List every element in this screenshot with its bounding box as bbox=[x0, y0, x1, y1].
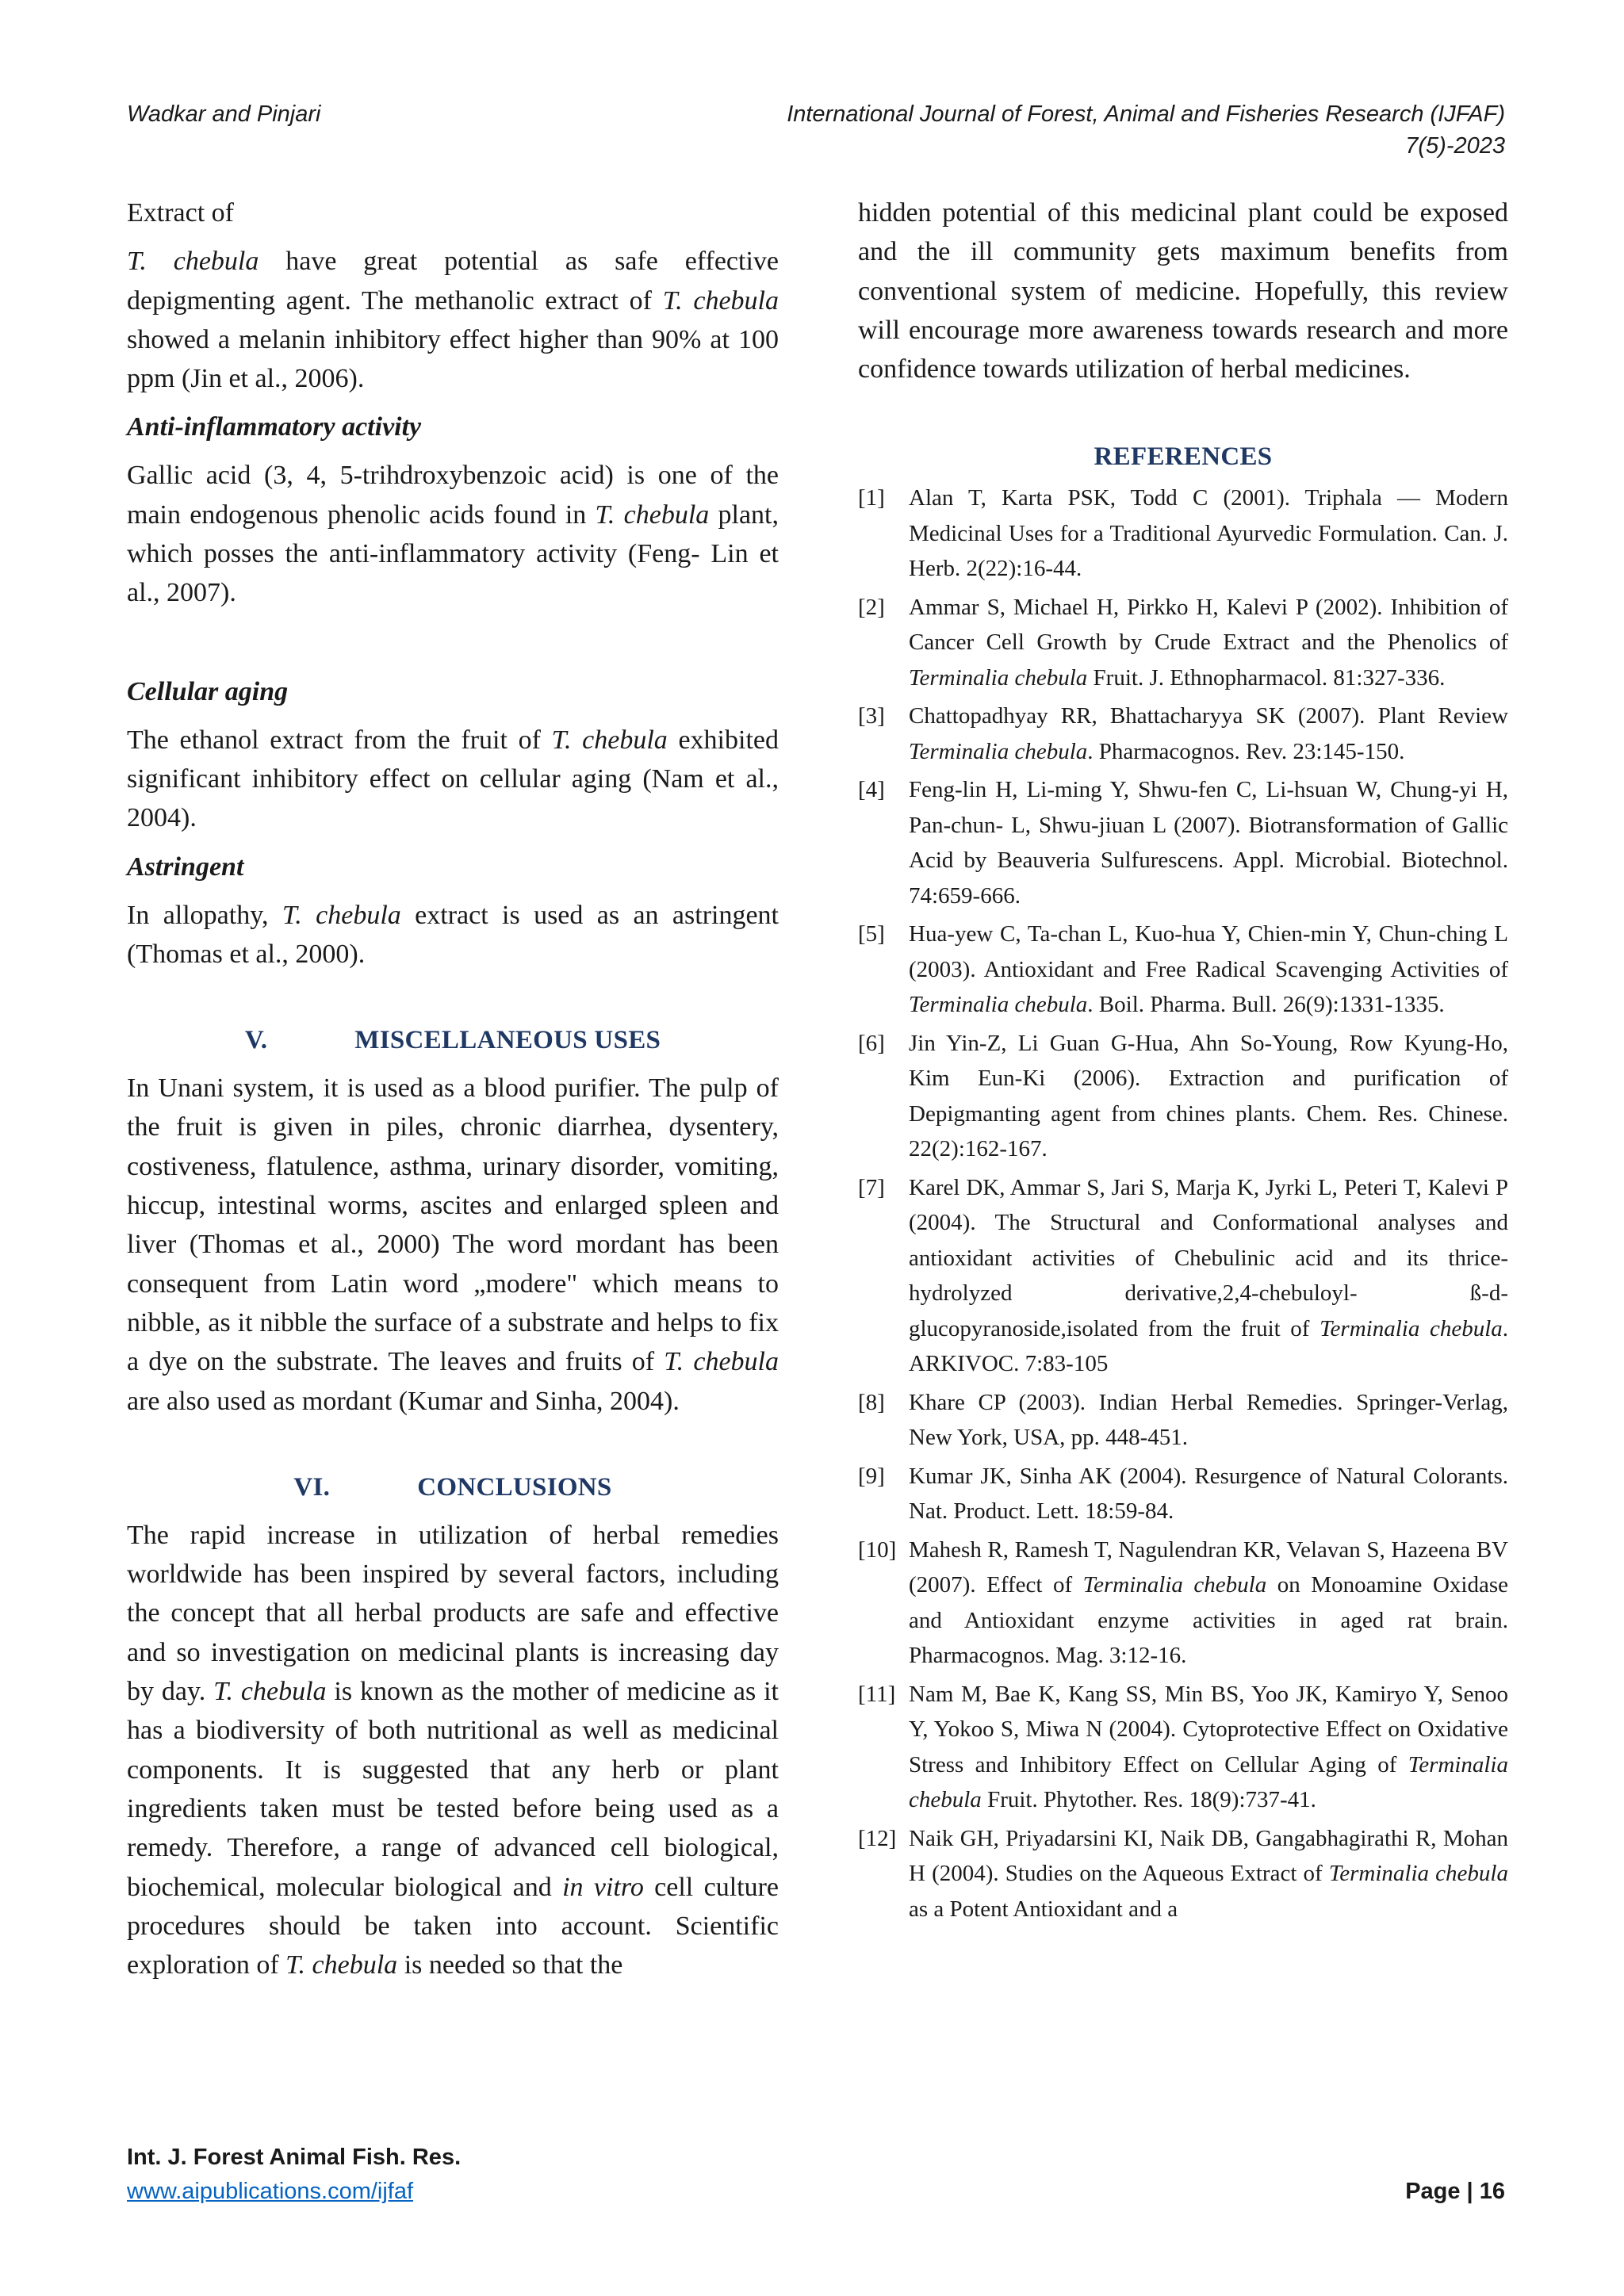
species-name: T. chebula bbox=[285, 1950, 398, 1980]
paragraph-astringent bbox=[127, 896, 779, 974]
reference-number: [7] bbox=[858, 1174, 885, 1200]
reference-item bbox=[858, 772, 1508, 913]
paragraph-extract-lead: Extract of bbox=[127, 198, 234, 228]
section-heading-conclusions bbox=[127, 1468, 779, 1506]
species-name: Terminalia chebula bbox=[909, 992, 1088, 1018]
text-run: The ethanol extract from the fruit of bbox=[127, 725, 552, 755]
text-run: exhibited significant inhibitory effect on cellular aging (Nam et al., 2004). bbox=[127, 725, 779, 833]
text-run: plant, which posses the anti-inflammatory activity (Feng- Lin et al., 2007). bbox=[127, 499, 779, 608]
text-run: Nam M, Bae K, Kang SS, Min BS, Yoo JK, Kamiryo Y, Senoo Y, Yokoo S, Miwa N (2004). Cytoprotective Effect on Oxidative Stress and Inhibitory Effect on Cellular Aging of bbox=[909, 1681, 1508, 1777]
reference-item bbox=[858, 480, 1508, 587]
species-name: Terminalia chebula bbox=[909, 738, 1088, 764]
text-run: In allopathy, bbox=[127, 900, 282, 930]
page-number: Page | 16 bbox=[1405, 2179, 1505, 2204]
text-run: . Pharmacognos. Rev. 23:145-150. bbox=[1087, 738, 1405, 764]
left-column bbox=[127, 193, 779, 1984]
text-run: Naik GH, Priyadarsini KI, Naik DB, Gangabhagirathi R, Mohan H (2004). Studies on the Aqueous Extract of bbox=[909, 1825, 1508, 1887]
reference-item bbox=[858, 1026, 1508, 1167]
paragraph-depigmenting bbox=[127, 242, 779, 398]
reference-number: [8] bbox=[858, 1389, 885, 1415]
text-run: Kumar JK, Sinha AK (2004). Resurgence of Natural Colorants. Nat. Product. Lett. 18:59-84. bbox=[909, 1463, 1508, 1525]
text-run: . ARKIVOC. 7:83-105 bbox=[909, 1315, 1508, 1377]
reference-number: [2] bbox=[858, 594, 885, 620]
text-run: cell culture procedures should be taken into account. Scientific exploration of bbox=[127, 1872, 779, 1980]
species-name: Terminalia chebula bbox=[909, 1751, 1508, 1813]
section-number: V. bbox=[244, 1026, 268, 1055]
text-run: Feng-lin H, Li-ming Y, Shwu-fen C, Li-hsuan W, Chung-yi H, Pan-chun- L, Shwu-jiuan L (2007). Biotransformation of Gallic Acid by Beauveria Sulfurescens. Appl. Microbial. Biotechnol. 74:659-666. bbox=[909, 777, 1508, 909]
text-run: Fruit. Phytother. Res. 18(9):737-41. bbox=[981, 1787, 1316, 1813]
text-run: Karel DK, Ammar S, Jari S, Marja K, Jyrki L, Peteri T, Kalevi P (2004). The Structural and Conformational analyses and antioxidant activities of Chebulinic acid and its thrice-hydrolyzed derivative,2,4-chebuloyl- ß-d-glucopyranoside,isolated from the fruit of bbox=[909, 1174, 1508, 1341]
text-run: is known as the mother of medicine as it has a biodiversity of both nutritional as well as medicinal components. It is suggested that any herb or plant ingredients taken must be tested before being used as a remedy. Therefore, a range of advanced cell biological, biochemical, molecular biological and bbox=[127, 1677, 779, 1902]
section-title: CONCLUSIONS bbox=[417, 1472, 612, 1502]
right-column bbox=[858, 193, 1508, 1930]
subheading-anti-inflammatory: Anti-inflammatory activity bbox=[127, 412, 422, 442]
text-run: Chattopadhyay RR, Bhattacharyya SK (2007). Plant Review bbox=[909, 703, 1508, 729]
species-name: T. chebula bbox=[664, 1347, 779, 1377]
reference-number: [9] bbox=[858, 1463, 885, 1489]
reference-number: [10] bbox=[858, 1536, 897, 1563]
text-run: . Boil. Pharma. Bull. 26(9):1331-1335. bbox=[1087, 992, 1445, 1018]
footer-journal-link[interactable]: www.aipublications.com/ijfaf bbox=[127, 2179, 414, 2204]
reference-item bbox=[858, 590, 1508, 696]
paragraph-conclusions-continued: hidden potential of this medicinal plant could be exposed and the ill community gets maximum benefits from conventional system of medicine. Hopefully, this review will encourage more awareness towards research and more confidence towards utilization of herbal medicines. bbox=[858, 198, 1508, 385]
species-name: T. chebula bbox=[551, 725, 668, 755]
species-name: Terminalia chebula bbox=[1328, 1861, 1508, 1887]
species-name: T. chebula bbox=[127, 247, 259, 277]
reference-number: [6] bbox=[858, 1030, 885, 1056]
text-run: have great potential as safe effective depigmenting agent. The methanolic extract of bbox=[127, 247, 779, 316]
references-heading: REFERENCES bbox=[1094, 442, 1273, 472]
reference-number: [5] bbox=[858, 921, 885, 947]
reference-item bbox=[858, 916, 1508, 1023]
text-run: as a Potent Antioxidant and a bbox=[909, 1896, 1178, 1922]
reference-item bbox=[858, 1459, 1508, 1529]
text-run: Khare CP (2003). Indian Herbal Remedies. Springer-Verlag, New York, USA, pp. 448-451. bbox=[909, 1389, 1508, 1451]
footer-journal-abbrev: Int. J. Forest Animal Fish. Res. bbox=[127, 2145, 462, 2170]
species-name: Terminalia chebula bbox=[1320, 1315, 1503, 1341]
running-header-journal bbox=[553, 98, 1505, 162]
reference-number: [3] bbox=[858, 703, 885, 729]
text-run: Hua-yew C, Ta-chan L, Kuo-hua Y, Chien-min Y, Chun-ching L (2003). Antioxidant and Free Radical Scavenging Activities of bbox=[909, 921, 1508, 982]
text-run: are also used as mordant (Kumar and Sinha, 2004). bbox=[127, 1386, 680, 1416]
section-number: VI. bbox=[293, 1472, 331, 1502]
reference-item bbox=[858, 698, 1508, 769]
journal-volume-line: 7(5)-2023 bbox=[1405, 133, 1505, 159]
text-run: extract is used as an astringent (Thomas et al., 2000). bbox=[127, 900, 779, 969]
subheading-cellular-aging: Cellular aging bbox=[127, 676, 289, 706]
species-name: T. chebula bbox=[662, 285, 779, 316]
paragraph-anti-inflammatory bbox=[127, 456, 779, 612]
latin-term: in vitro bbox=[562, 1872, 644, 1902]
paragraph-miscellaneous bbox=[127, 1069, 779, 1421]
journal-title-line: International Journal of Forest, Animal and Fisheries Research (IJFAF) bbox=[787, 101, 1505, 127]
text-run: Ammar S, Michael H, Pirkko H, Kalevi P (2002). Inhibition of Cancer Cell Growth by Crude Extract and the Phenolics of bbox=[909, 594, 1508, 656]
reference-item bbox=[858, 1170, 1508, 1382]
text-run: The rapid increase in utilization of herbal remedies worldwide has been inspired by several factors, including the concept that all herbal products are safe and effective and so investigation on medicinal plants is increasing day by day. bbox=[127, 1520, 779, 1707]
species-name: T. chebula bbox=[282, 900, 401, 930]
text-run: on Monoamine Oxidase and Antioxidant enzyme activities in aged rat brain. Pharmacognos. Mag. 3:12-16. bbox=[909, 1572, 1508, 1669]
species-name: T. chebula bbox=[213, 1677, 327, 1707]
text-run: is needed so that the bbox=[397, 1950, 623, 1980]
species-name: Terminalia chebula bbox=[1082, 1572, 1267, 1598]
reference-item bbox=[858, 1821, 1508, 1927]
section-title: MISCELLANEOUS USES bbox=[354, 1026, 661, 1055]
reference-item bbox=[858, 1385, 1508, 1456]
reference-item bbox=[858, 1677, 1508, 1818]
text-run: In Unani system, it is used as a blood purifier. The pulp of the fruit is given in piles, chronic diarrhea, dysentery, costiveness, flatulence, asthma, urinary disorder, vomiting, hiccup, intestinal worms, ascites and enlarged spleen and liver (Thomas et al., 2000) The word mordant has been consequent from Latin word „modere" which means to nibble, as it nibble the surface of a substrate and helps to fix a dye on the substrate. The leaves and fruits of bbox=[127, 1073, 779, 1377]
species-name: Terminalia chebula bbox=[909, 664, 1088, 691]
reference-number: [11] bbox=[858, 1681, 896, 1707]
text-run: Mahesh R, Ramesh T, Nagulendran KR, Velavan S, Hazeena BV (2007). Effect of bbox=[909, 1536, 1508, 1598]
paragraph-conclusions bbox=[127, 1516, 779, 1985]
reference-item bbox=[858, 1533, 1508, 1674]
text-run: Jin Yin-Z, Li Guan G-Hua, Ahn So-Young, Row Kyung-Ho, Kim Eun-Ki (2006). Extraction and purification of Depigmanting agent from chines plants. Chem. Res. Chinese. 22(2):162-167. bbox=[909, 1030, 1508, 1162]
text-run: showed a melanin inhibitory effect higher than 90% at 100 ppm (Jin et al., 2006). bbox=[127, 324, 779, 394]
paragraph-cellular-aging bbox=[127, 721, 779, 838]
subheading-astringent: Astringent bbox=[127, 851, 244, 882]
reference-number: [12] bbox=[858, 1825, 897, 1851]
species-name: T. chebula bbox=[595, 499, 710, 530]
reference-number: [4] bbox=[858, 777, 885, 803]
text-run: Fruit. J. Ethnopharmacol. 81:327-336. bbox=[1087, 664, 1446, 691]
text-run: Gallic acid (3, 4, 5-trihdroxybenzoic acid) is one of the main endogenous phenolic acids found in bbox=[127, 461, 779, 530]
text-run: Alan T, Karta PSK, Todd C (2001). Triphala — Modern Medicinal Uses for a Traditional Ayurvedic Formulation. Can. J. Herb. 2(22):16-44. bbox=[909, 485, 1508, 582]
section-heading-miscellaneous bbox=[127, 1021, 779, 1059]
reference-list bbox=[858, 480, 1508, 1927]
running-header-authors: Wadkar and Pinjari bbox=[127, 101, 321, 127]
reference-number: [1] bbox=[858, 485, 885, 511]
